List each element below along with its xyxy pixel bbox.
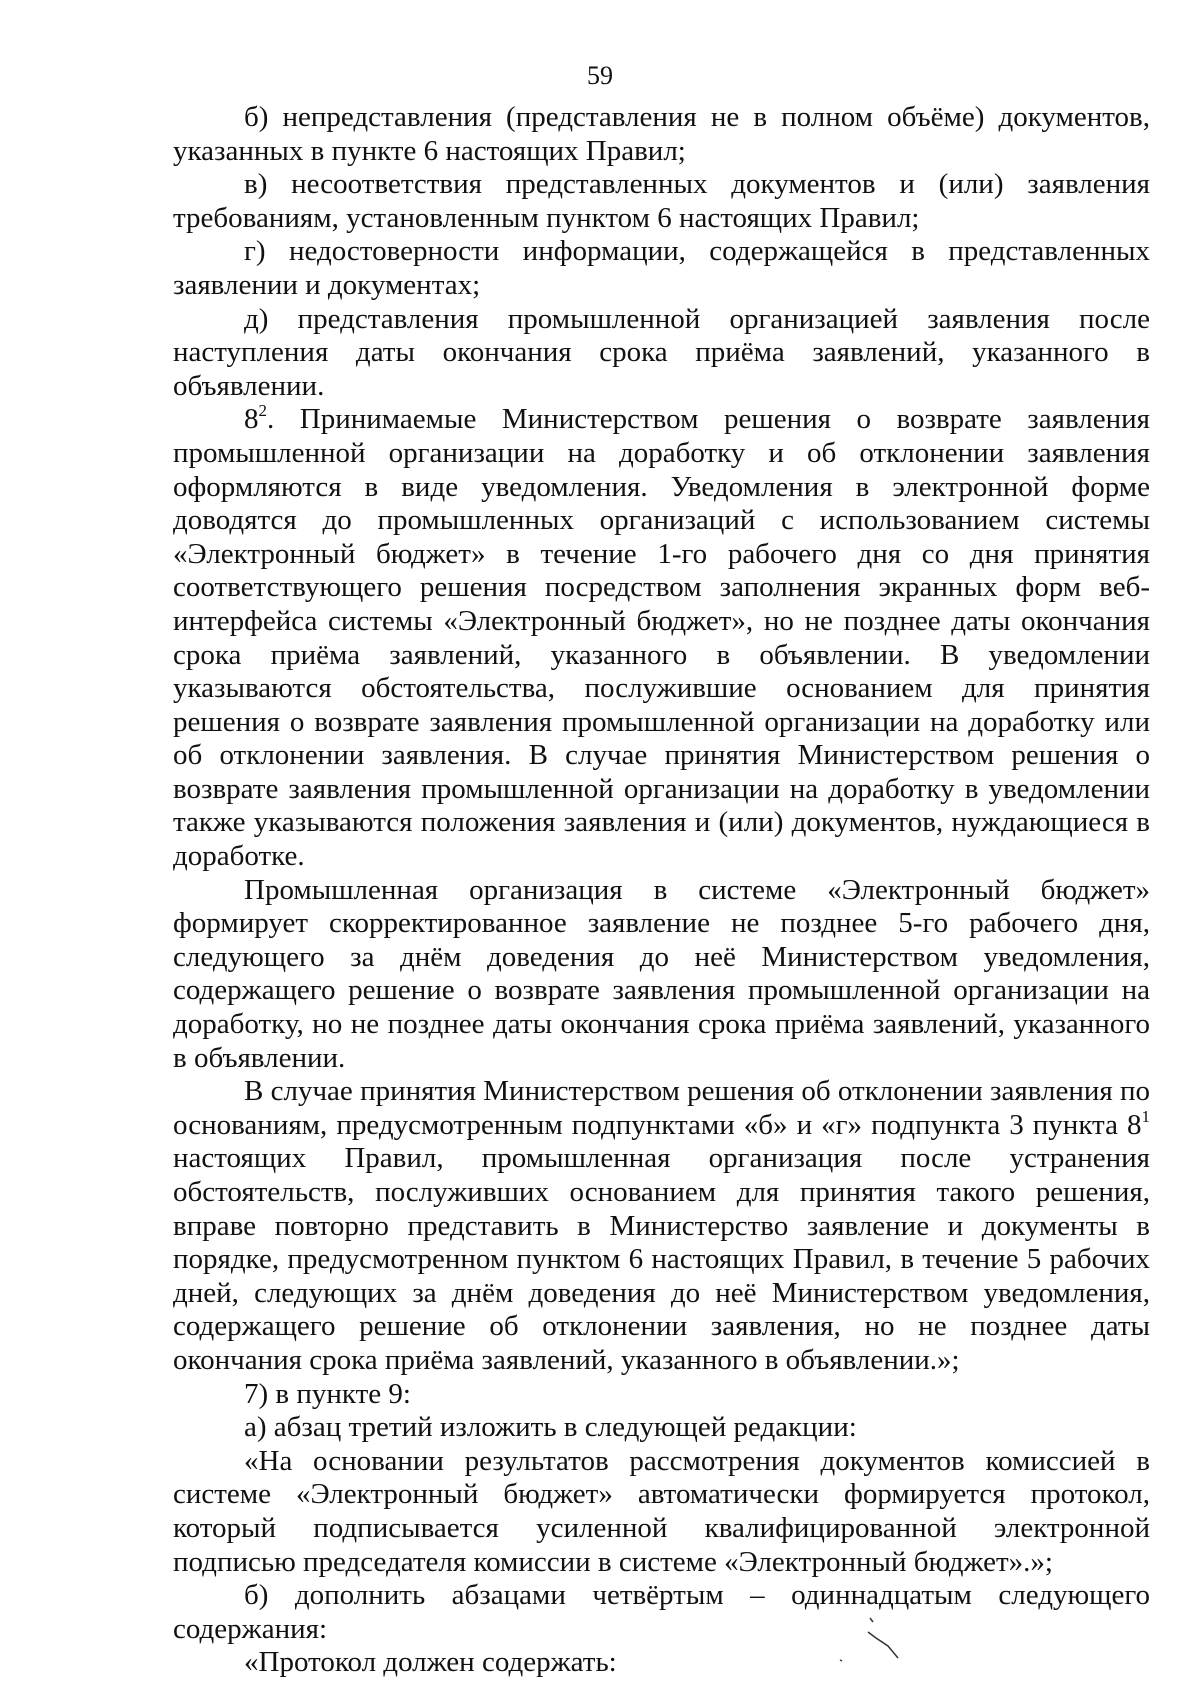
document-body: [173, 101, 1150, 1680]
page-number: 59: [587, 61, 613, 90]
item-7a: а) абзац третий изложить в следующей редакции:: [244, 1411, 857, 1444]
item-7b: б) дополнить абзацами четвёртым – одиннадцатым следующего содержания:: [173, 1579, 1150, 1645]
clause-text: . Принимаемые Министерством решения о возврате заявления промышленной организации на доработку и об отклонении заявления оформляются в виде уведомления. Уведомления в электронной форме доводятся до промышленных организаций с использованием системы «Электронный бюджет» в течение 1-го рабочего дня со дня принятия соответствующего решения посредством заполнения экранных форм веб-интерфейса системы «Электронный бюджет», но не позднее даты окончания срока приёма заявлений, указанного в объявлении. В уведомлении указываются обстоятельства, послужившие основанием для принятия решения о возврате заявления промышленной организации на доработку или об отклонении заявления. В случае принятия Министерством решения о возврате заявления промышленной организации на доработку в уведомлении также указываются положения заявления и (или) документов, нуждающиеся в доработке.: [173, 403, 1150, 873]
paragraph-protocol-basis: «На основании результатов рассмотрения документов комиссией в системе «Электронный бюджет» автоматически формируется протокол, который подписывается усиленной квалифицированной электронной подписью председателя комиссии в системе «Электронный бюджет».»;: [173, 1444, 1150, 1578]
paragraph-g: г) недостоверности информации, содержащейся в представленных заявлении и документах;: [173, 235, 1150, 301]
clause-superscript: 2: [258, 401, 267, 421]
rejection-text: В случае принятия Министерством решения об отклонении заявления по основаниям, предусмотренным подпунктами «б» и «г» подпункта 3 пункта 8: [173, 1075, 1150, 1141]
paragraph-b: б) непредставления (представления не в полном объёме) документов, указанных в пункте 6 настоящих Правил;: [173, 101, 1150, 167]
paragraph-corrected-application: Промышленная организация в системе «Электронный бюджет» формирует скорректированное заявление не позднее 5-го рабочего дня, следующего за днём доведения до неё Министерством уведомления, содержащего решение о возврате заявления промышленной организации на доработку, но не позднее даты окончания срока приёма заявлений, указанного в объявлении.: [173, 873, 1150, 1074]
paragraph-v: в) несоответствия представленных документов и (или) заявления требованиям, установленным пунктом 6 настоящих Правил;: [173, 168, 1150, 234]
paragraph-rejection: [173, 1075, 1150, 1377]
clause-number: 8: [244, 403, 259, 436]
item-7: 7) в пункте 9:: [244, 1377, 411, 1410]
paragraph-d: д) представления промышленной организацией заявления после наступления даты окончания срока приёма заявлений, указанного в объявлении.: [173, 302, 1150, 402]
rejection-rest: настоящих Правил, промышленная организация после устранения обстоятельств, послуживших основанием для принятия такого решения, вправе повторно представить в Министерство заявление и документы в порядке, предусмотренном пунктом 6 настоящих Правил, в течение 5 рабочих дней, следующих за днём доведения до неё Министерством уведомления, содержащего решение об отклонении заявления, но не позднее даты окончания срока приёма заявлений, указанного в объявлении.»;: [173, 1142, 1150, 1376]
rejection-superscript: 1: [1141, 1106, 1150, 1126]
pen-marks: [820, 1610, 920, 1680]
paragraph-protocol-contents: «Протокол должен содержать:: [244, 1646, 617, 1679]
paragraph-8-2: [173, 403, 1150, 873]
